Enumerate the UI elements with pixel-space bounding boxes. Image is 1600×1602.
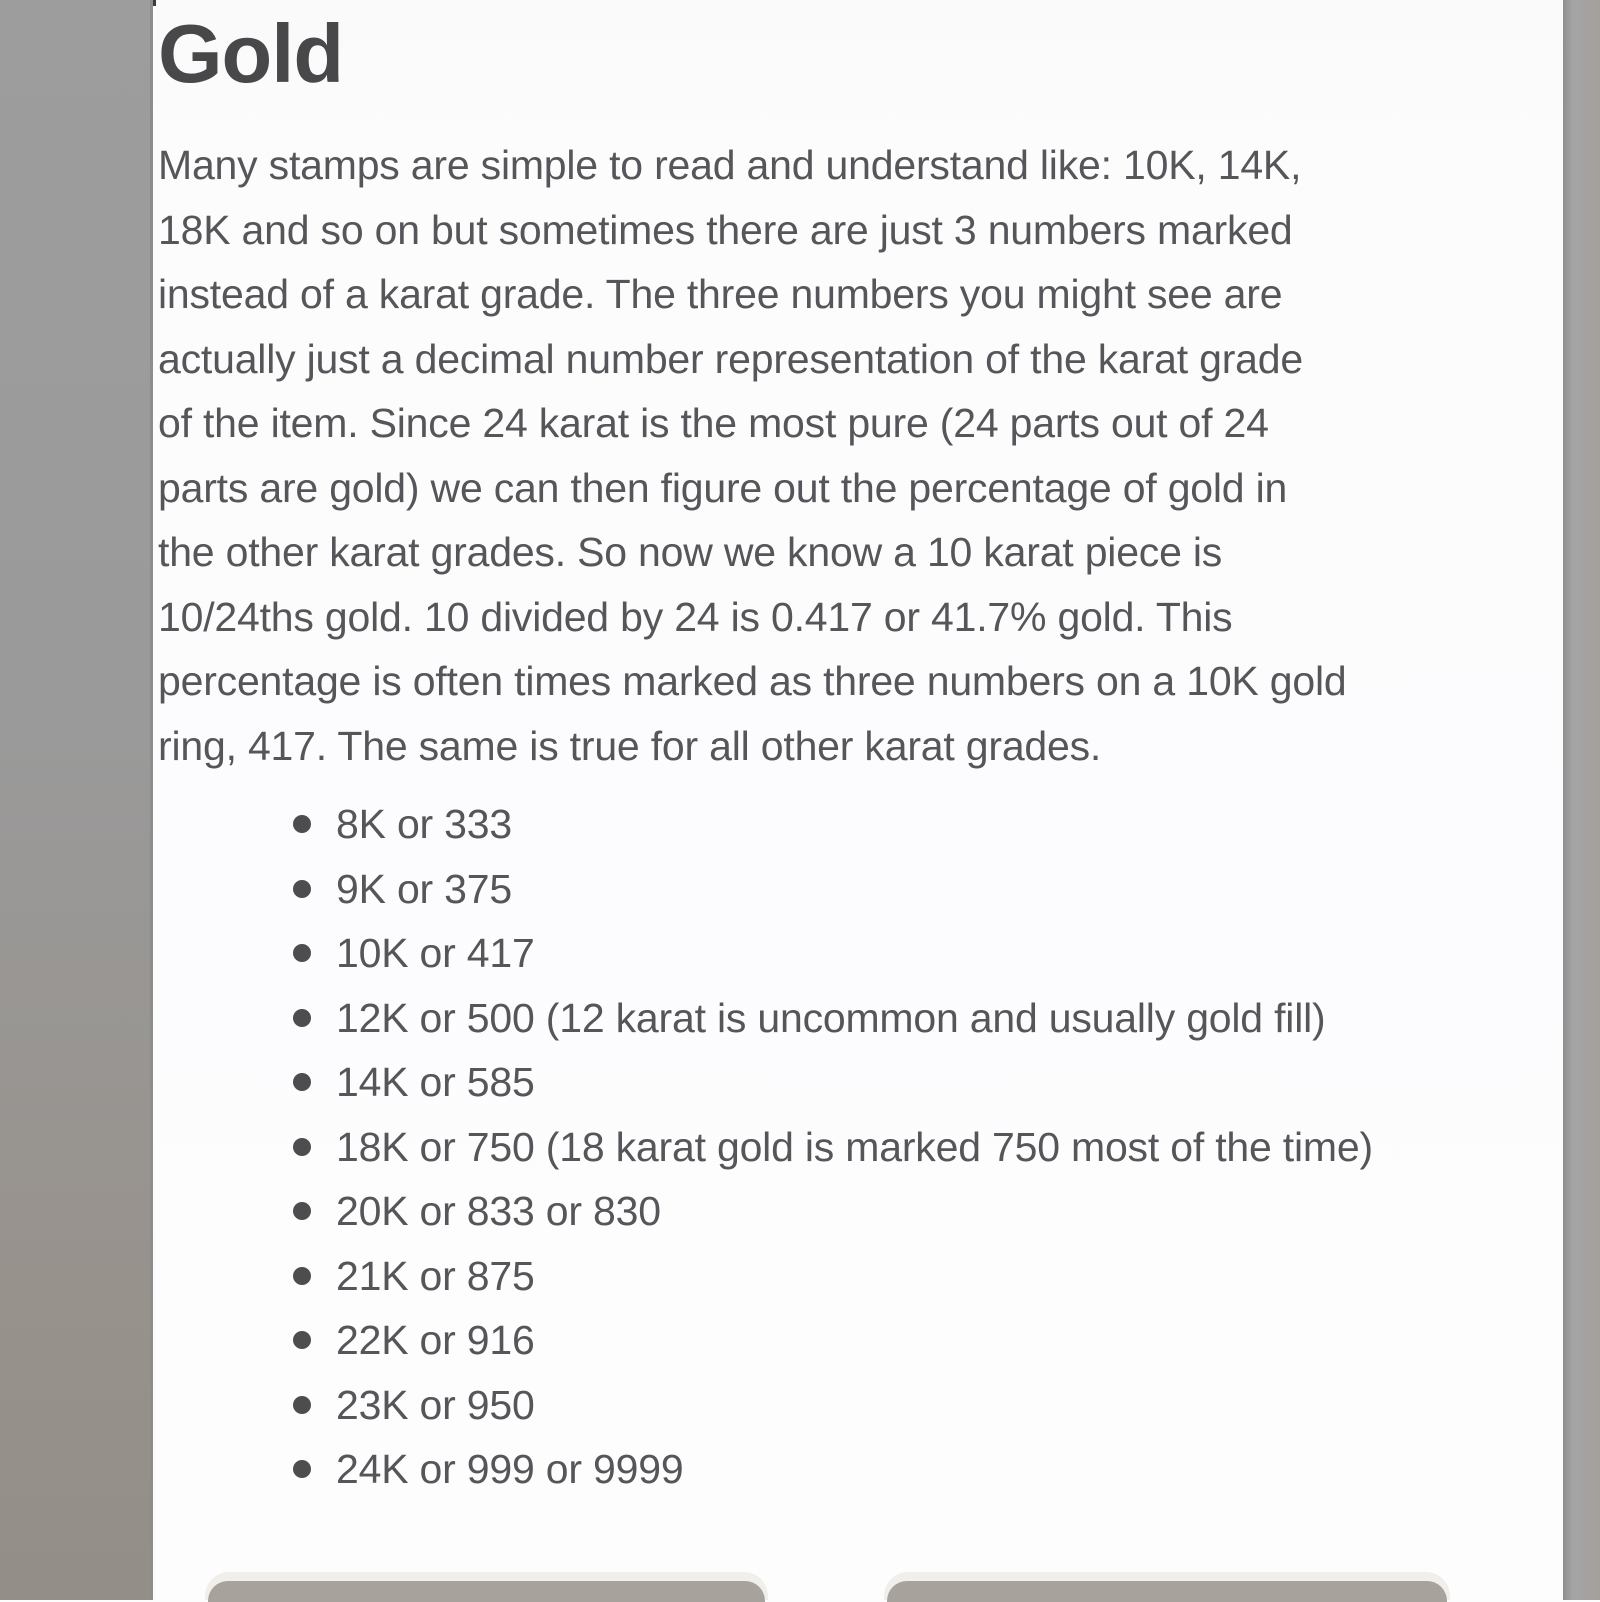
paragraph-line: parts are gold) we can then figure out the percentage of gold in [158,464,1288,511]
karat-list-item: 9K or 375 [158,857,1436,922]
karat-grade-list [158,792,1563,1502]
karat-list-item: 18K or 750 (18 karat gold is marked 750 most of the time) [158,1115,1436,1180]
karat-list-item: 22K or 916 [158,1308,1436,1373]
paragraph-line: of the item. Since 24 karat is the most pure (24 parts out of 24 [158,400,1269,446]
page-title: Gold [158,7,344,100]
footer-button-left[interactable] [205,1572,768,1600]
article [156,8,1563,1502]
article-paragraph [158,133,1563,778]
paragraph-line: 18K and so on but sometimes there are just 3 numbers marked [158,206,1293,253]
karat-list-item: 8K or 333 [158,792,1436,857]
paragraph-line: instead of a karat grade. The three numbers you might see are [158,271,1283,317]
karat-list-item: 10K or 417 [158,921,1436,986]
paragraph-line: Many stamps are simple to read and understand like: 10K, 14K, [158,142,1302,188]
karat-list-item: 12K or 500 (12 karat is uncommon and usually gold fill) [158,986,1436,1051]
karat-list-item: 20K or 833 or 830 [158,1179,1436,1244]
paragraph-line: ring, 417. The same is true for all other karat grades. [158,722,1102,769]
photo-border-right [1563,0,1600,1600]
paragraph-line: 10/24ths gold. 10 divided by 24 is 0.417 or 41.7% gold. This [158,593,1233,640]
paragraph-line: actually just a decimal number representation of the karat grade [158,335,1303,382]
paragraph-line: the other karat grades. So now we know a 10 karat piece is [158,529,1223,575]
article-content [156,0,1563,1600]
paragraph-line: percentage is often times marked as three numbers on a 10K gold [158,658,1347,704]
photo-border-left [0,0,153,1600]
karat-list-item: 23K or 950 [158,1373,1436,1438]
footer-button-right[interactable] [884,1572,1450,1600]
karat-list-item: 21K or 875 [158,1244,1436,1309]
karat-list-item: 14K or 585 [158,1050,1436,1115]
karat-list-item: 24K or 999 or 9999 [158,1437,1436,1502]
